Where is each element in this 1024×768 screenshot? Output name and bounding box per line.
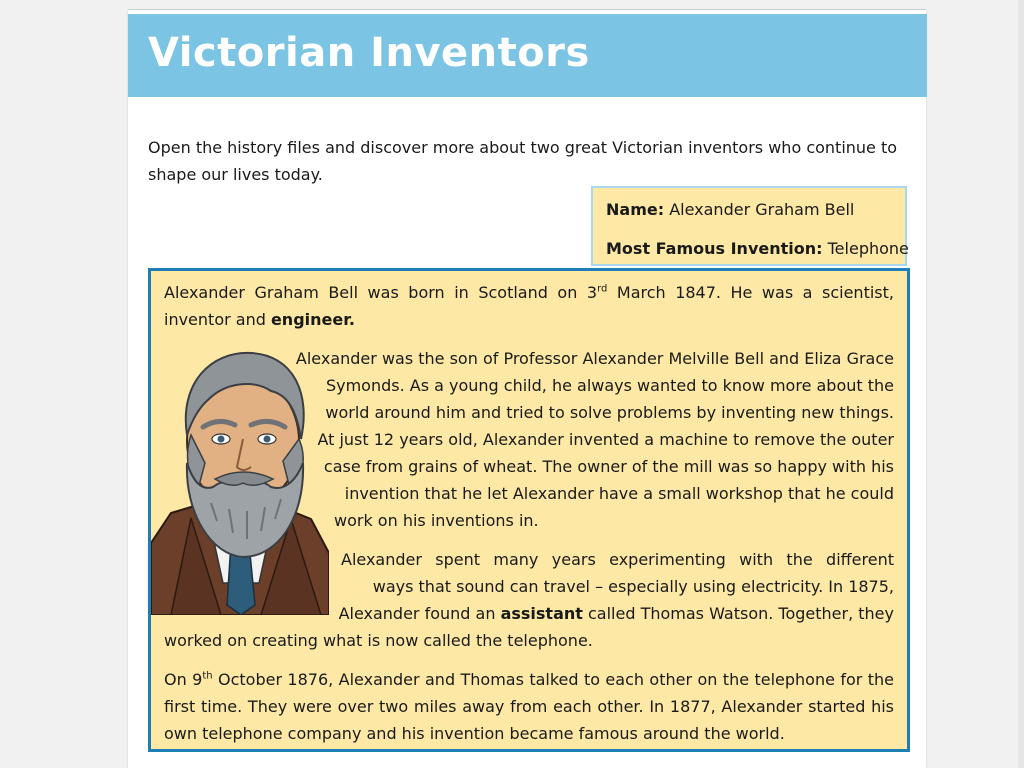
viewer-right-edge (1018, 0, 1024, 768)
biography-box (148, 268, 910, 752)
name-value: Alexander Graham Bell (669, 200, 855, 219)
name-info-box (591, 186, 907, 266)
title-banner (128, 14, 927, 97)
paragraph-experiments: Alexander spent many years experimenting with the different ways that sound can travel – especially using electricity. In 1875, Alexander found an assistant called Thomas Watson. Together, they worked on creating what is now called the telephone. (164, 550, 894, 650)
invention-row (606, 239, 909, 258)
intro-text: Open the history files and discover more about two great Victorian inventors who continue to shape our lives today. (148, 138, 898, 184)
paragraph-childhood: Alexander was the son of Professor Alexander Melville Bell and Eliza Grace Symonds. As a young child, he always wanted to know more about the world around him and tried to solve problems by inventing new things. At just 12 years old, Alexander invented a machine to remove the outer case from grains of wheat. The owner of the mill was so happy with his invention that he let Alexander have a small workshop that he could work on his inventions in. (295, 349, 894, 530)
paragraph-birth: Alexander Graham Bell was born in Scotland on 3rd March 1847. He was a scientist, inventor and engineer. (164, 283, 894, 329)
paragraph-first-call: On 9th October 1876, Alexander and Thomas talked to each other on the telephone for the first time. They were over two miles away from each other. In 1877, Alexander started his own telephone company and his invention became famous around the world. (164, 670, 895, 743)
name-row (606, 200, 854, 219)
invention-value: Telephone (827, 239, 909, 258)
invention-label: Most Famous Invention: (606, 239, 823, 258)
page-title: Victorian Inventors (148, 30, 590, 76)
name-label: Name: (606, 200, 665, 219)
